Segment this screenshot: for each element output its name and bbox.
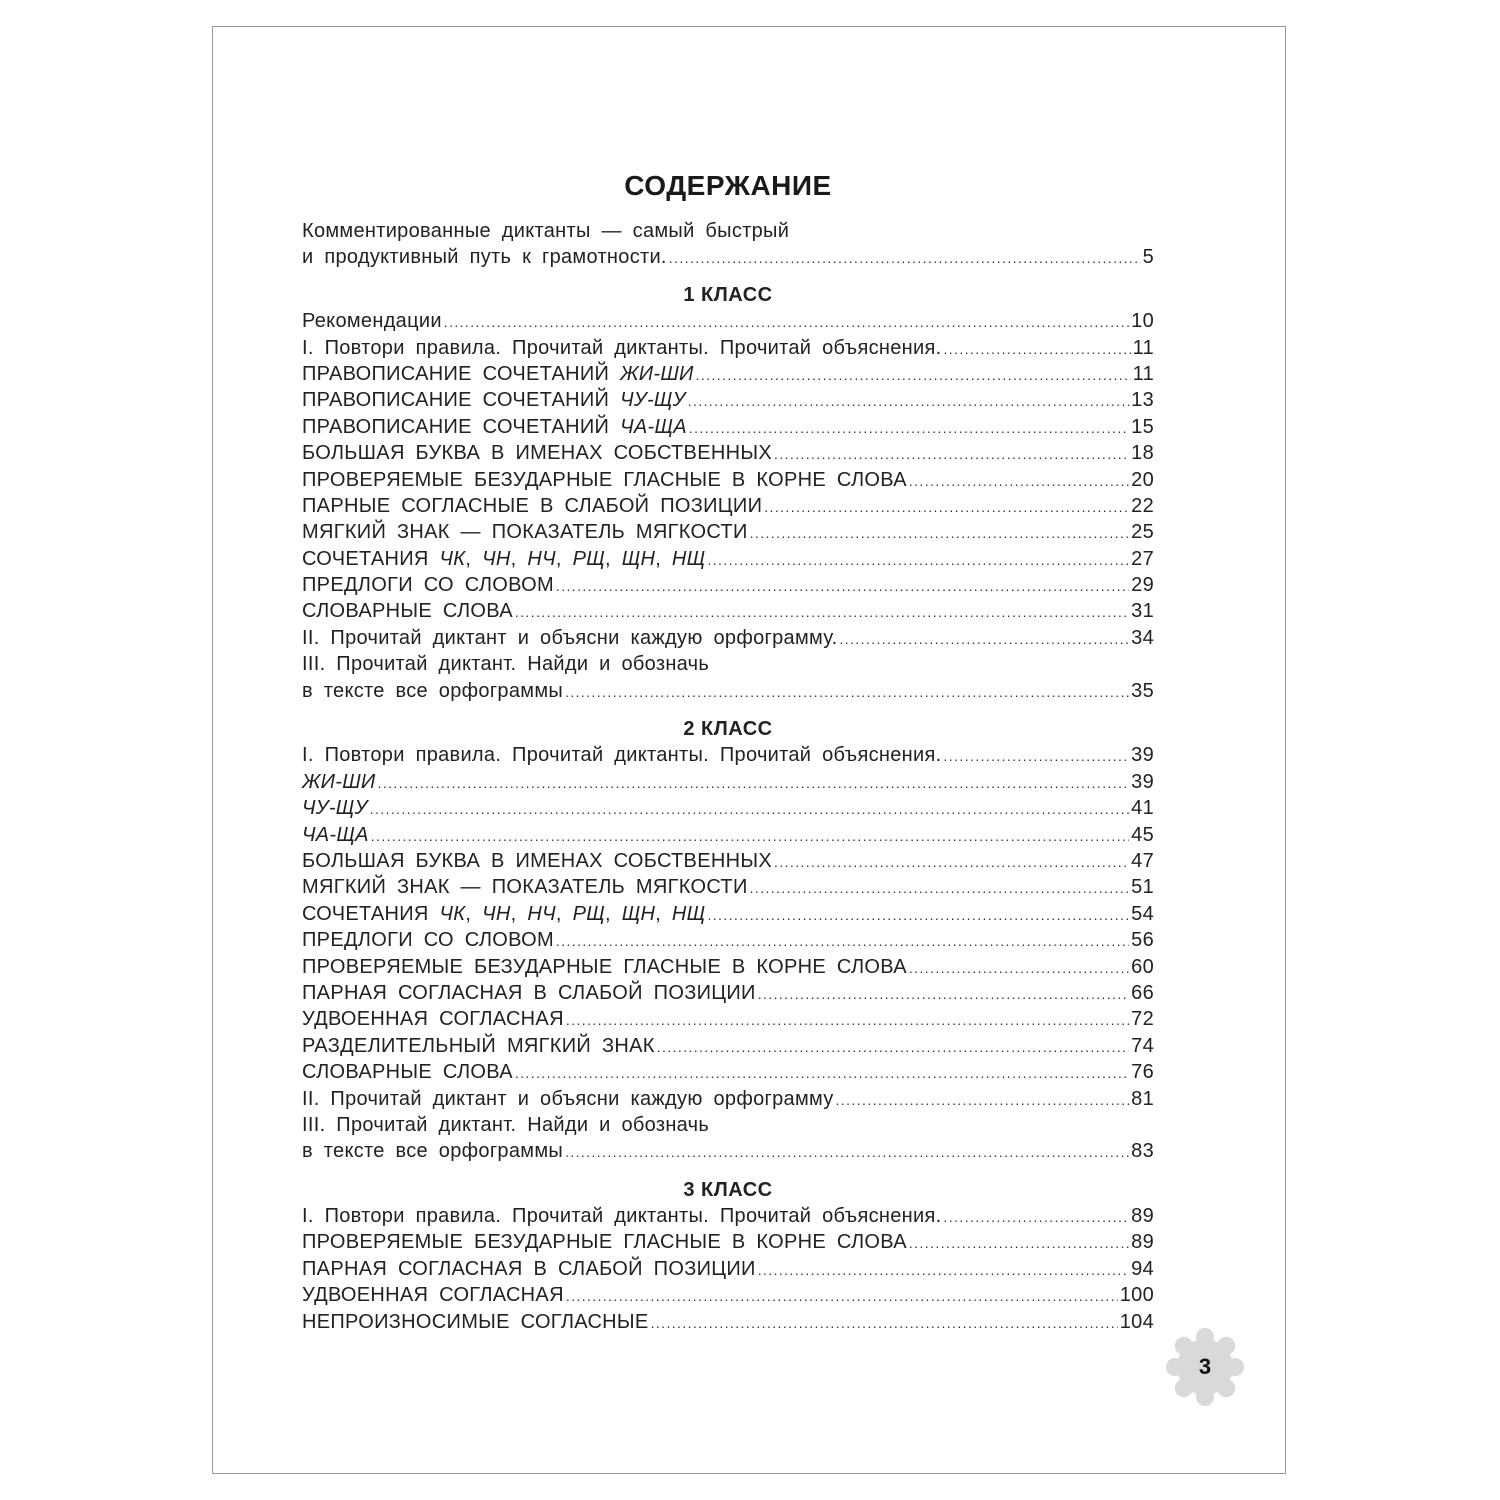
toc-page-number: 51: [1131, 876, 1154, 899]
toc-entry[interactable]: [302, 361, 1154, 387]
toc-entry-label: I. Повтори правила. Прочитай диктанты. Прочитай объяснения.: [302, 1205, 942, 1228]
toc-entry[interactable]: [302, 980, 1154, 1006]
toc-entry[interactable]: [302, 467, 1154, 493]
dot-leader: [943, 336, 1130, 362]
toc-entry-label: НЕПРОИЗНОСИМЫЕ СОГЛАСНЫЕ: [302, 1310, 649, 1333]
toc-entry[interactable]: [302, 546, 1154, 572]
dot-leader: [378, 770, 1130, 796]
dot-leader: [371, 823, 1129, 849]
toc-entry[interactable]: [302, 1086, 1154, 1112]
toc-page-number: 25: [1131, 521, 1154, 544]
toc-entry-label: в тексте все орфограммы: [302, 679, 564, 702]
toc-entry-label: II. Прочитай диктант и объясни каждую орфограмму.: [302, 626, 838, 649]
toc-entry[interactable]: [302, 1006, 1154, 1032]
toc-entry-label: СОЧЕТАНИЯ ЧК, ЧН, НЧ, РЩ, ЩН, НЩ: [302, 902, 706, 925]
toc-page-number: 74: [1131, 1034, 1154, 1057]
toc-entry[interactable]: [302, 1059, 1154, 1085]
toc-entry-label: I. Повтори правила. Прочитай диктанты. Прочитай объяснения.: [302, 744, 942, 767]
toc-entry-label: МЯГКИЙ ЗНАК — ПОКАЗАТЕЛЬ МЯГКОСТИ: [302, 876, 748, 899]
toc-entry[interactable]: [302, 678, 1154, 704]
toc-entry[interactable]: [302, 954, 1154, 980]
table-of-contents: [302, 168, 1154, 1335]
toc-page-number: 5: [1142, 246, 1154, 269]
toc-entry[interactable]: [302, 387, 1154, 413]
toc-entry[interactable]: [302, 1229, 1154, 1255]
toc-entry[interactable]: [302, 335, 1154, 361]
toc-entry-label: ПРАВОПИСАНИЕ СОЧЕТАНИЙ ЧА-ЩА: [302, 415, 687, 438]
dot-leader: [943, 1204, 1129, 1230]
toc-entry-label: ПРЕДЛОГИ СО СЛОВОМ: [302, 929, 554, 952]
toc-entry-label: УДВОЕННАЯ СОГЛАСНАЯ: [302, 1008, 564, 1031]
dot-leader: [839, 626, 1129, 652]
dot-leader: [688, 388, 1129, 414]
toc-page-number: 29: [1131, 574, 1154, 597]
toc-entry[interactable]: [302, 1309, 1154, 1335]
dot-leader: [566, 1007, 1129, 1033]
toc-page-number: 11: [1132, 336, 1154, 359]
toc-entry-label: ПРОВЕРЯЕМЫЕ БЕЗУДАРНЫЕ ГЛАСНЫЕ В КОРНЕ СЛОВА: [302, 1231, 907, 1254]
toc-entry-label: ПАРНАЯ СОГЛАСНАЯ В СЛАБОЙ ПОЗИЦИИ: [302, 1257, 756, 1280]
toc-entry[interactable]: [302, 440, 1154, 466]
dot-leader: [515, 599, 1129, 625]
toc-page-number: 18: [1131, 442, 1154, 465]
toc-entry-label: II. Прочитай диктант и объясни каждую орфограмму: [302, 1087, 834, 1110]
dot-leader: [657, 1034, 1129, 1060]
toc-entry[interactable]: [302, 1256, 1154, 1282]
toc-entry[interactable]: [302, 1203, 1154, 1229]
toc-entry-label: СЛОВАРНЫЕ СЛОВА: [302, 1061, 513, 1084]
toc-entry[interactable]: [302, 848, 1154, 874]
toc-entry-label: ЧУ-ЩУ: [302, 797, 368, 820]
dot-leader: [774, 849, 1129, 875]
toc-page-number: 72: [1131, 1008, 1154, 1031]
toc-entry[interactable]: [302, 519, 1154, 545]
dot-leader: [565, 679, 1129, 705]
toc-intro-line2[interactable]: [302, 244, 1154, 270]
dot-leader: [556, 573, 1129, 599]
dot-leader: [515, 1060, 1129, 1086]
toc-page-number: 100: [1119, 1284, 1154, 1307]
toc-page-number: 47: [1131, 849, 1154, 872]
toc-page-number: 104: [1119, 1310, 1154, 1333]
dot-leader: [750, 875, 1130, 901]
toc-entry-label: ПАРНАЯ СОГЛАСНАЯ В СЛАБОЙ ПОЗИЦИИ: [302, 981, 756, 1004]
toc-entry-label: БОЛЬШАЯ БУКВА В ИМЕНАХ СОБСТВЕННЫХ: [302, 849, 772, 872]
dot-leader: [707, 902, 1129, 928]
toc-entry-label: I. Повтори правила. Прочитай диктанты. Прочитай объяснения.: [302, 336, 942, 359]
toc-page-number: 10: [1131, 310, 1154, 333]
toc-page-number: 20: [1131, 468, 1154, 491]
toc-entry-label: ПРАВОПИСАНИЕ СОЧЕТАНИЙ ЧУ-ЩУ: [302, 389, 686, 412]
dot-leader: [909, 1230, 1129, 1256]
toc-page-number: 60: [1131, 955, 1154, 978]
dot-leader: [758, 981, 1129, 1007]
dot-leader: [836, 1087, 1130, 1113]
dot-leader: [565, 1139, 1129, 1165]
toc-entry[interactable]: [302, 598, 1154, 624]
toc-page-number: 22: [1131, 494, 1154, 517]
toc-page-number: 35: [1131, 679, 1154, 702]
toc-entry[interactable]: [302, 1138, 1154, 1164]
toc-entry-label: ПРАВОПИСАНИЕ СОЧЕТАНИЙ ЖИ-ШИ: [302, 362, 694, 385]
toc-entry[interactable]: [302, 795, 1154, 821]
toc-page-number: 89: [1131, 1231, 1154, 1254]
toc-entry[interactable]: [302, 651, 1154, 677]
toc-entry-label: УДВОЕННАЯ СОГЛАСНАЯ: [302, 1284, 564, 1307]
dot-leader: [909, 955, 1129, 981]
toc-entry-label: Комментированные диктанты — самый быстрый: [302, 220, 790, 242]
page-number: 3: [1198, 1354, 1212, 1379]
toc-entry[interactable]: [302, 927, 1154, 953]
dot-leader: [764, 494, 1129, 520]
toc-page-number: 66: [1131, 981, 1154, 1004]
dot-leader: [651, 1310, 1118, 1336]
toc-entry[interactable]: [302, 414, 1154, 440]
toc-page-number: 39: [1131, 744, 1154, 767]
toc-page-number: 54: [1131, 902, 1154, 925]
dot-leader: [566, 1283, 1118, 1309]
toc-entry[interactable]: [302, 1033, 1154, 1059]
toc-entry[interactable]: [302, 742, 1154, 768]
toc-entry[interactable]: [302, 625, 1154, 651]
toc-entry-label: ЧА-ЩА: [302, 823, 369, 846]
toc-page-number: 83: [1131, 1140, 1154, 1163]
toc-entry-label: ЖИ-ШИ: [302, 770, 376, 793]
toc-entry-label: МЯГКИЙ ЗНАК — ПОКАЗАТЕЛЬ МЯГКОСТИ: [302, 521, 748, 544]
grade-3-heading: 3 КЛАСС: [683, 1178, 773, 1201]
toc-entry-label: РАЗДЕЛИТЕЛЬНЫЙ МЯГКИЙ ЗНАК: [302, 1034, 655, 1057]
toc-page-number: 94: [1131, 1257, 1154, 1280]
dot-leader: [750, 520, 1130, 546]
toc-entry[interactable]: [302, 822, 1154, 848]
dot-leader: [689, 415, 1129, 441]
toc-entry[interactable]: [302, 493, 1154, 519]
toc-page-number: 11: [1132, 362, 1154, 385]
toc-entry[interactable]: [302, 1282, 1154, 1308]
grade-1-heading: 1 КЛАСС: [683, 283, 773, 306]
toc-page-number: 39: [1131, 770, 1154, 793]
dot-leader: [909, 468, 1129, 494]
toc-entry[interactable]: [302, 901, 1154, 927]
dot-leader: [943, 743, 1129, 769]
toc-entry[interactable]: [302, 572, 1154, 598]
toc-page-number: 27: [1131, 547, 1154, 570]
toc-entry[interactable]: [302, 874, 1154, 900]
toc-page-number: 45: [1131, 823, 1154, 846]
dot-leader: [774, 441, 1129, 467]
toc-intro-line1[interactable]: [302, 218, 1154, 244]
toc-page-number: 89: [1131, 1205, 1154, 1228]
toc-entry-label: ПРЕДЛОГИ СО СЛОВОМ: [302, 574, 554, 597]
toc-entry-label: ПРОВЕРЯЕМЫЕ БЕЗУДАРНЫЕ ГЛАСНЫЕ В КОРНЕ СЛОВА: [302, 468, 907, 491]
toc-entry-label: ПРОВЕРЯЕМЫЕ БЕЗУДАРНЫЕ ГЛАСНЫЕ В КОРНЕ СЛОВА: [302, 955, 907, 978]
dot-leader: [758, 1257, 1129, 1283]
dot-leader: [669, 245, 1141, 271]
page-number-badge: [1166, 1328, 1244, 1406]
toc-entry-label: III. Прочитай диктант. Найди и обозначь: [302, 1113, 710, 1136]
toc-entry[interactable]: [302, 308, 1154, 334]
toc-entry[interactable]: [302, 1112, 1154, 1138]
toc-entry-label: в тексте все орфограммы: [302, 1140, 564, 1163]
dot-leader: [696, 362, 1131, 388]
toc-entry[interactable]: [302, 769, 1154, 795]
toc-entry-label: Рекомендации: [302, 310, 442, 333]
toc-entry-label: БОЛЬШАЯ БУКВА В ИМЕНАХ СОБСТВЕННЫХ: [302, 442, 772, 465]
toc-page-number: 41: [1131, 797, 1154, 820]
toc-entry-label: и продуктивный путь к грамотности.: [302, 246, 667, 269]
toc-page-number: 15: [1131, 415, 1154, 438]
toc-entry-label: СЛОВАРНЫЕ СЛОВА: [302, 600, 513, 623]
grade-2-heading: 2 КЛАСС: [683, 718, 773, 741]
toc-page-number: 34: [1131, 626, 1154, 649]
dot-leader: [370, 796, 1129, 822]
toc-page-number: 13: [1131, 389, 1154, 412]
dot-leader: [444, 309, 1129, 335]
toc-entry-label: III. Прочитай диктант. Найди и обозначь: [302, 653, 710, 676]
toc-page-number: 31: [1131, 600, 1154, 623]
toc-entry-label: СОЧЕТАНИЯ ЧК, ЧН, НЧ, РЩ, ЩН, НЩ: [302, 547, 706, 570]
toc-page-number: 56: [1131, 929, 1154, 952]
toc-entry-label: ПАРНЫЕ СОГЛАСНЫЕ В СЛАБОЙ ПОЗИЦИИ: [302, 494, 763, 517]
toc-title: СОДЕРЖАНИЕ: [624, 170, 832, 201]
toc-page-number: 81: [1131, 1087, 1154, 1110]
toc-page-number: 76: [1131, 1061, 1154, 1084]
dot-leader: [556, 928, 1129, 954]
dot-leader: [707, 547, 1129, 573]
